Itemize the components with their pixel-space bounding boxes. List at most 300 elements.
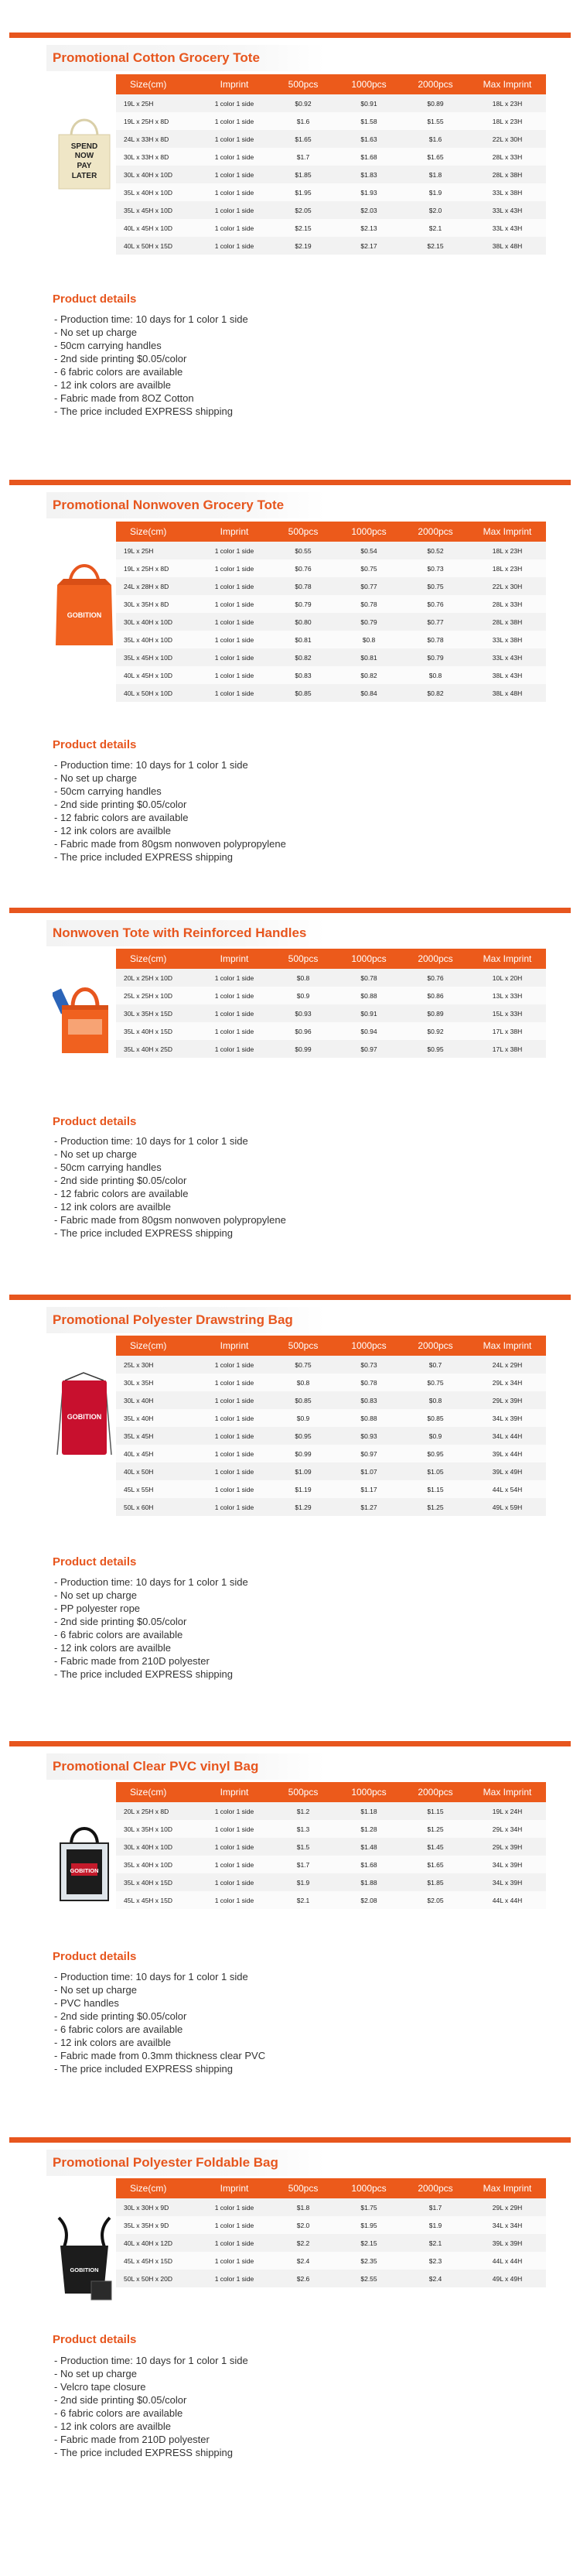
table-cell: $1.15: [402, 1480, 469, 1498]
table-cell: 29L x 34H: [469, 1374, 546, 1391]
table-cell: 40L x 50H x 10D: [116, 684, 198, 702]
table-cell: $1.8: [402, 166, 469, 183]
table-cell: $0.80: [271, 613, 336, 631]
table-cell: $2.0: [402, 201, 469, 219]
table-header-row: [116, 2178, 546, 2198]
table-cell: 30L x 40H x 10D: [116, 1838, 198, 1856]
table-cell: $0.83: [271, 666, 336, 684]
table-row: [116, 577, 546, 595]
table-cell: 1 color 1 side: [198, 201, 271, 219]
table-row: [116, 2270, 546, 2287]
column-header: 2000pcs: [402, 1782, 469, 1802]
table-cell: 1 color 1 side: [198, 1040, 271, 1058]
table-cell: $1.68: [336, 1856, 402, 1873]
table-cell: 1 color 1 side: [198, 148, 271, 166]
table-cell: 1 color 1 side: [198, 595, 271, 613]
table-cell: 30L x 35H x 15D: [116, 1004, 198, 1022]
table-row: [116, 648, 546, 666]
table-cell: $0.78: [336, 1374, 402, 1391]
table-cell: $0.97: [336, 1445, 402, 1462]
list-item: - 50cm carrying handles: [54, 340, 162, 351]
column-header: 1000pcs: [336, 1336, 402, 1356]
table-row: [116, 219, 546, 237]
list-item: - 2nd side printing $0.05/color: [54, 353, 187, 364]
table-cell: $1.19: [271, 1480, 336, 1498]
table-cell: 35L x 45H x 10D: [116, 648, 198, 666]
table-row: [116, 94, 546, 112]
table-cell: 1 color 1 side: [198, 166, 271, 183]
table-cell: $0.99: [271, 1040, 336, 1058]
table-cell: $2.3: [402, 2252, 469, 2270]
table-cell: $0.9: [271, 987, 336, 1004]
table-row: [116, 559, 546, 577]
table-cell: 29L x 39H: [469, 1391, 546, 1409]
list-item: - No set up charge: [54, 1148, 137, 1160]
column-header: Imprint: [198, 522, 271, 542]
table-cell: 33L x 43H: [469, 201, 546, 219]
table-cell: 1 color 1 side: [198, 648, 271, 666]
table-cell: 1 color 1 side: [198, 1427, 271, 1445]
table-row: [116, 1356, 546, 1374]
table-cell: 18L x 23H: [469, 559, 546, 577]
svg-text:GOBITION: GOBITION: [70, 1867, 99, 1874]
table-cell: 13L x 33H: [469, 987, 546, 1004]
table-cell: 49L x 49H: [469, 2270, 546, 2287]
list-item: - Production time: 10 days for 1 color 1 side: [54, 2355, 248, 2366]
table-row: [116, 237, 546, 255]
table-cell: 1 color 1 side: [198, 542, 271, 559]
section-divider: [9, 1295, 571, 1300]
table-cell: 18L x 23H: [469, 112, 546, 130]
table-cell: $0.77: [336, 577, 402, 595]
table-cell: 30L x 40H x 10D: [116, 613, 198, 631]
table-cell: 25L x 25H x 10D: [116, 987, 198, 1004]
list-item: - The price included EXPRESS shipping: [54, 2063, 233, 2075]
table-cell: 40L x 45H: [116, 1445, 198, 1462]
table-cell: $0.94: [336, 1022, 402, 1040]
table-cell: 34L x 39H: [469, 1873, 546, 1891]
table-cell: 1 color 1 side: [198, 559, 271, 577]
table-cell: $1.7: [271, 148, 336, 166]
column-header: 1000pcs: [336, 522, 402, 542]
table-cell: 33L x 38H: [469, 183, 546, 201]
table-cell: $2.15: [271, 219, 336, 237]
table-cell: 35L x 40H x 25D: [116, 1040, 198, 1058]
product-details-list: [54, 313, 248, 418]
table-cell: $0.77: [402, 613, 469, 631]
table-cell: $2.4: [402, 2270, 469, 2287]
table-cell: $1.09: [271, 1462, 336, 1480]
table-row: [116, 969, 546, 987]
table-cell: 29L x 29H: [469, 2198, 546, 2216]
product-details-heading: Product details: [53, 1950, 137, 1963]
table-cell: 20L x 25H x 10D: [116, 969, 198, 987]
table-cell: $1.28: [336, 1820, 402, 1838]
table-cell: $1.07: [336, 1462, 402, 1480]
list-item: - 2nd side printing $0.05/color: [54, 1175, 187, 1186]
table-cell: $0.79: [402, 648, 469, 666]
table-cell: 34L x 44H: [469, 1427, 546, 1445]
table-cell: $0.83: [336, 1391, 402, 1409]
column-header: Size(cm): [116, 949, 198, 969]
section-title: Promotional Clear PVC vinyl Bag: [53, 1759, 259, 1774]
list-item: - 2nd side printing $0.05/color: [54, 1616, 187, 1627]
column-header: 1000pcs: [336, 949, 402, 969]
list-item: - 12 ink colors are availble: [54, 379, 172, 391]
table-cell: $0.8: [271, 1374, 336, 1391]
table-cell: $0.76: [271, 559, 336, 577]
table-cell: 1 color 1 side: [198, 1498, 271, 1516]
table-cell: $0.81: [336, 648, 402, 666]
table-cell: 17L x 38H: [469, 1040, 546, 1058]
list-item: - The price included EXPRESS shipping: [54, 405, 233, 417]
list-item: - 12 ink colors are availble: [54, 2420, 172, 2432]
list-item: - Fabric made from 0.3mm thickness clear PVC: [54, 2050, 266, 2061]
table-cell: 18L x 23H: [469, 94, 546, 112]
table-row: [116, 1409, 546, 1427]
table-cell: 22L x 30H: [469, 130, 546, 148]
table-cell: 30L x 30H x 9D: [116, 2198, 198, 2216]
table-cell: $0.82: [271, 648, 336, 666]
table-cell: 19L x 25H: [116, 542, 198, 559]
table-cell: 1 color 1 side: [198, 1004, 271, 1022]
product-details-list: [54, 1575, 248, 1681]
table-cell: $1.63: [336, 130, 402, 148]
list-item: - PP polyester rope: [54, 1603, 141, 1614]
list-item: - No set up charge: [54, 2368, 137, 2379]
column-header: 2000pcs: [402, 74, 469, 94]
table-cell: $0.75: [402, 1374, 469, 1391]
table-cell: $0.9: [271, 1409, 336, 1427]
svg-text:PAY: PAY: [77, 162, 92, 170]
table-cell: $1.65: [402, 148, 469, 166]
table-cell: 1 color 1 side: [198, 1391, 271, 1409]
table-cell: 35L x 45H x 10D: [116, 201, 198, 219]
table-cell: $0.84: [336, 684, 402, 702]
reinforced-tote-orange-icon: [53, 979, 116, 1056]
table-cell: 20L x 25H x 8D: [116, 1802, 198, 1820]
table-cell: 33L x 43H: [469, 219, 546, 237]
table-cell: $1.85: [271, 166, 336, 183]
column-header: Max Imprint: [469, 1782, 546, 1802]
list-item: - 12 fabric colors are available: [54, 812, 189, 823]
table-cell: $0.93: [271, 1004, 336, 1022]
section-title-bar: [46, 492, 325, 518]
table-cell: 40L x 45H x 10D: [116, 219, 198, 237]
table-cell: 1 color 1 side: [198, 1838, 271, 1856]
table-row: [116, 130, 546, 148]
table-cell: 40L x 50H: [116, 1462, 198, 1480]
list-item: - Production time: 10 days for 1 color 1 side: [54, 313, 248, 325]
table-cell: $0.96: [271, 1022, 336, 1040]
product-details-list: [54, 1134, 286, 1240]
list-item: - 50cm carrying handles: [54, 1161, 162, 1173]
table-cell: 22L x 30H: [469, 577, 546, 595]
table-cell: 30L x 35H x 8D: [116, 595, 198, 613]
list-item: - The price included EXPRESS shipping: [54, 1227, 233, 1239]
table-cell: $2.0: [271, 2216, 336, 2234]
table-row: [116, 148, 546, 166]
table-cell: 1 color 1 side: [198, 613, 271, 631]
table-cell: 1 color 1 side: [198, 1820, 271, 1838]
nonwoven-grocery-tote-orange-icon: [53, 556, 116, 648]
product-details-list: [54, 1970, 265, 2075]
table-cell: $1.15: [402, 1802, 469, 1820]
column-header: Imprint: [198, 949, 271, 969]
list-item: - Fabric made from 8OZ Cotton: [54, 392, 194, 404]
section-title: Promotional Polyester Foldable Bag: [53, 2155, 278, 2170]
column-header: Max Imprint: [469, 522, 546, 542]
table-cell: 40L x 50H x 15D: [116, 237, 198, 255]
table-cell: $2.6: [271, 2270, 336, 2287]
table-cell: 15L x 33H: [469, 1004, 546, 1022]
table-cell: $1.9: [402, 183, 469, 201]
table-cell: 35L x 40H x 15D: [116, 1022, 198, 1040]
section-divider: [9, 2137, 571, 2143]
table-cell: 30L x 40H: [116, 1391, 198, 1409]
table-cell: $0.8: [402, 1391, 469, 1409]
table-cell: 35L x 40H x 15D: [116, 1873, 198, 1891]
table-cell: 1 color 1 side: [198, 130, 271, 148]
table-cell: $2.05: [402, 1891, 469, 1909]
table-cell: 50L x 60H: [116, 1498, 198, 1516]
table-row: [116, 112, 546, 130]
table-cell: $0.88: [336, 987, 402, 1004]
table-cell: $0.73: [402, 559, 469, 577]
table-row: [116, 1838, 546, 1856]
table-cell: $1.7: [271, 1856, 336, 1873]
table-cell: $2.15: [336, 2234, 402, 2252]
table-cell: 40L x 45H x 10D: [116, 666, 198, 684]
table-cell: 1 color 1 side: [198, 1873, 271, 1891]
column-header: Max Imprint: [469, 949, 546, 969]
table-cell: 50L x 50H x 20D: [116, 2270, 198, 2287]
table-cell: 24L x 28H x 8D: [116, 577, 198, 595]
list-item: - 2nd side printing $0.05/color: [54, 2010, 187, 2022]
column-header: Max Imprint: [469, 1336, 546, 1356]
table-cell: 1 color 1 side: [198, 219, 271, 237]
price-table: [116, 522, 546, 702]
table-cell: 1 color 1 side: [198, 577, 271, 595]
table-cell: $2.08: [336, 1891, 402, 1909]
table-cell: 34L x 39H: [469, 1856, 546, 1873]
table-cell: $1.95: [336, 2216, 402, 2234]
table-cell: $0.93: [336, 1427, 402, 1445]
table-cell: $0.89: [402, 94, 469, 112]
table-cell: $0.78: [271, 577, 336, 595]
table-cell: $1.7: [402, 2198, 469, 2216]
table-row: [116, 183, 546, 201]
table-row: [116, 1004, 546, 1022]
table-cell: $0.89: [402, 1004, 469, 1022]
table-cell: $0.54: [336, 542, 402, 559]
list-item: - 12 fabric colors are available: [54, 1188, 189, 1199]
table-cell: 1 color 1 side: [198, 1409, 271, 1427]
table-cell: $0.8: [271, 969, 336, 987]
table-cell: $0.95: [271, 1427, 336, 1445]
section-title-bar: [46, 2150, 325, 2176]
svg-text:GOBITION: GOBITION: [67, 611, 102, 619]
table-cell: 44L x 44H: [469, 2252, 546, 2270]
column-header: Imprint: [198, 2178, 271, 2198]
table-cell: 33L x 38H: [469, 631, 546, 648]
table-cell: 1 color 1 side: [198, 2234, 271, 2252]
table-cell: 29L x 34H: [469, 1820, 546, 1838]
table-cell: 39L x 44H: [469, 1445, 546, 1462]
svg-text:GOBITION: GOBITION: [67, 1413, 102, 1421]
table-cell: $1.85: [402, 1873, 469, 1891]
list-item: - Production time: 10 days for 1 color 1 side: [54, 1576, 248, 1588]
clear-pvc-bag-icon: [53, 1818, 116, 1904]
table-cell: 1 color 1 side: [198, 94, 271, 112]
table-cell: $1.93: [336, 183, 402, 201]
table-cell: $2.03: [336, 201, 402, 219]
cotton-tote-bag-icon: [53, 108, 116, 193]
table-cell: $0.73: [336, 1356, 402, 1374]
table-cell: $1.83: [336, 166, 402, 183]
list-item: - Production time: 10 days for 1 color 1 side: [54, 1135, 248, 1147]
product-details-heading: Product details: [53, 1555, 137, 1569]
table-cell: 10L x 20H: [469, 969, 546, 987]
table-cell: 17L x 38H: [469, 1022, 546, 1040]
table-cell: $0.81: [271, 631, 336, 648]
list-item: - 50cm carrying handles: [54, 785, 162, 797]
table-cell: $0.78: [336, 595, 402, 613]
table-cell: 1 color 1 side: [198, 1462, 271, 1480]
table-cell: $0.78: [336, 969, 402, 987]
list-item: - 2nd side printing $0.05/color: [54, 799, 187, 810]
table-cell: $0.95: [402, 1445, 469, 1462]
table-cell: 38L x 43H: [469, 666, 546, 684]
table-cell: $2.19: [271, 237, 336, 255]
section-divider: [9, 908, 571, 913]
table-cell: 1 color 1 side: [198, 987, 271, 1004]
column-header: 1000pcs: [336, 1782, 402, 1802]
table-row: [116, 1873, 546, 1891]
table-cell: $0.86: [402, 987, 469, 1004]
table-cell: $1.17: [336, 1480, 402, 1498]
table-cell: 28L x 33H: [469, 595, 546, 613]
table-cell: 34L x 34H: [469, 2216, 546, 2234]
table-cell: 1 color 1 side: [198, 684, 271, 702]
table-cell: $0.52: [402, 542, 469, 559]
table-cell: $1.58: [336, 112, 402, 130]
table-cell: 1 color 1 side: [198, 2198, 271, 2216]
column-header: 500pcs: [271, 949, 336, 969]
product-details-heading: Product details: [53, 738, 137, 751]
column-header: 2000pcs: [402, 2178, 469, 2198]
table-cell: $2.13: [336, 219, 402, 237]
table-cell: $0.75: [402, 577, 469, 595]
table-cell: 30L x 35H x 10D: [116, 1820, 198, 1838]
table-cell: 39L x 39H: [469, 2234, 546, 2252]
product-details-list: [54, 2354, 248, 2459]
table-cell: $0.97: [336, 1040, 402, 1058]
table-row: [116, 1445, 546, 1462]
table-cell: 1 color 1 side: [198, 2270, 271, 2287]
section-title: Promotional Polyester Drawstring Bag: [53, 1312, 293, 1327]
table-cell: 1 color 1 side: [198, 2216, 271, 2234]
table-cell: $1.05: [402, 1462, 469, 1480]
table-cell: $1.88: [336, 1873, 402, 1891]
list-item: - No set up charge: [54, 327, 137, 338]
product-details-heading: Product details: [53, 292, 137, 306]
list-item: - Fabric made from 80gsm nonwoven polypropylene: [54, 1214, 286, 1226]
table-row: [116, 684, 546, 702]
list-item: - 12 ink colors are availble: [54, 2037, 172, 2048]
table-cell: $0.9: [402, 1427, 469, 1445]
table-row: [116, 1856, 546, 1873]
table-cell: 38L x 48H: [469, 684, 546, 702]
table-cell: $2.1: [402, 219, 469, 237]
column-header: Size(cm): [116, 1782, 198, 1802]
table-cell: 38L x 48H: [469, 237, 546, 255]
table-header-row: [116, 74, 546, 94]
price-table: [116, 949, 546, 1058]
svg-text:SPEND: SPEND: [70, 142, 98, 151]
table-header-row: [116, 949, 546, 969]
table-cell: $2.2: [271, 2234, 336, 2252]
price-table: [116, 1336, 546, 1516]
product-details-heading: Product details: [53, 1115, 137, 1128]
table-cell: $2.35: [336, 2252, 402, 2270]
table-row: [116, 1427, 546, 1445]
table-cell: $0.76: [402, 595, 469, 613]
column-header: 500pcs: [271, 1336, 336, 1356]
column-header: Size(cm): [116, 1336, 198, 1356]
table-cell: $1.45: [402, 1838, 469, 1856]
table-row: [116, 666, 546, 684]
table-row: [116, 631, 546, 648]
table-cell: 1 color 1 side: [198, 1856, 271, 1873]
table-cell: 35L x 35H x 9D: [116, 2216, 198, 2234]
section-divider: [9, 480, 571, 485]
table-row: [116, 613, 546, 631]
column-header: 2000pcs: [402, 1336, 469, 1356]
table-cell: $0.85: [271, 684, 336, 702]
table-cell: 1 color 1 side: [198, 1445, 271, 1462]
column-header: 500pcs: [271, 74, 336, 94]
table-cell: $1.18: [336, 1802, 402, 1820]
table-cell: 35L x 45H: [116, 1427, 198, 1445]
list-item: - Fabric made from 210D polyester: [54, 2434, 210, 2445]
table-row: [116, 166, 546, 183]
table-cell: $1.95: [271, 183, 336, 201]
table-cell: $1.55: [402, 112, 469, 130]
list-item: - The price included EXPRESS shipping: [54, 851, 233, 863]
price-table: [116, 1782, 546, 1909]
table-cell: $0.75: [271, 1356, 336, 1374]
svg-text:NOW: NOW: [74, 152, 94, 160]
table-cell: 45L x 45H x 15D: [116, 2252, 198, 2270]
table-cell: 19L x 25H: [116, 94, 198, 112]
table-cell: $0.92: [402, 1022, 469, 1040]
table-cell: $1.2: [271, 1802, 336, 1820]
table-cell: 1 color 1 side: [198, 631, 271, 648]
table-row: [116, 1802, 546, 1820]
table-cell: $0.78: [402, 631, 469, 648]
table-cell: $2.15: [402, 237, 469, 255]
column-header: Imprint: [198, 1782, 271, 1802]
table-header-row: [116, 1336, 546, 1356]
table-cell: 35L x 40H x 10D: [116, 1856, 198, 1873]
column-header: Max Imprint: [469, 2178, 546, 2198]
list-item: - Fabric made from 80gsm nonwoven polypropylene: [54, 838, 286, 850]
svg-text:LATER: LATER: [71, 172, 97, 180]
table-cell: $1.9: [271, 1873, 336, 1891]
table-cell: $1.8: [271, 2198, 336, 2216]
table-row: [116, 1374, 546, 1391]
